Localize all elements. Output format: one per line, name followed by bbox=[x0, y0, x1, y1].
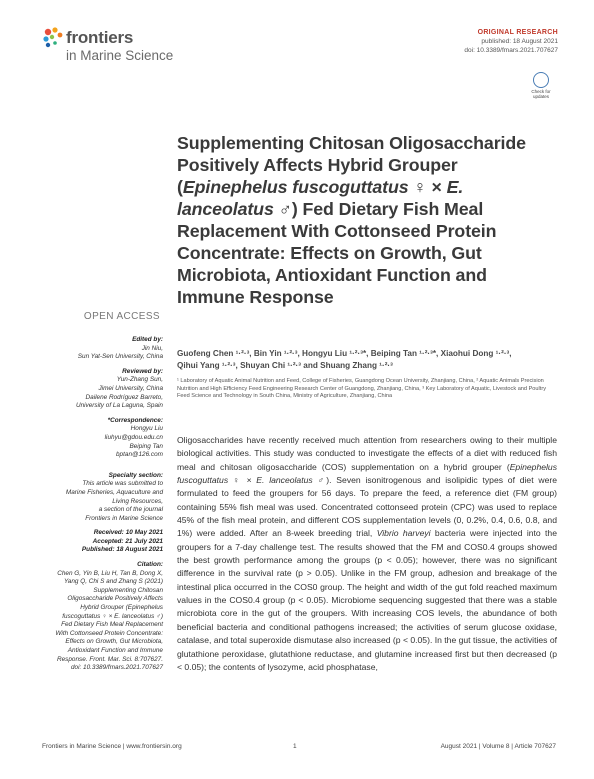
corresponding-email[interactable]: bptan@126.com bbox=[116, 451, 163, 459]
correspondence-list bbox=[36, 425, 163, 459]
accepted-date: Accepted: 21 July 2021 bbox=[92, 537, 163, 545]
open-access-label: OPEN ACCESS bbox=[83, 311, 160, 322]
article-title bbox=[177, 132, 557, 308]
reviewed-by-heading: Reviewed by: bbox=[122, 367, 163, 375]
citation-heading: Citation: bbox=[137, 561, 163, 569]
published-date-sidebar: Published: 18 August 2021 bbox=[81, 546, 163, 554]
journal-subtitle: in Marine Science bbox=[66, 48, 174, 63]
editor-name: Jin Niu, bbox=[141, 344, 163, 352]
citation-line: Response. Front. Mar. Sci. 8:707627. bbox=[57, 655, 163, 663]
title-sym1: ♀ × bbox=[408, 177, 447, 197]
specialty-line: a section of the journal bbox=[98, 506, 163, 514]
specialty-section bbox=[36, 480, 163, 523]
published-date: published: 18 August 2021 bbox=[481, 38, 558, 45]
page-number: 1 bbox=[293, 743, 297, 750]
abstract-part: bacteria were injected into the groupers for a 7-day challenge test. The results showed that the FM and COS0.4 groups showed the best growth performance among the groups (p < 0.05); however, there was no significant difference in the survival rate (p > 0.05). Unlike in the FM group, adhesion and breakage of the intestinal plica occurred in the COS0 group. The height and width of the gut fold reached maximum values in the COS0.4 group (p < 0.05). Microbiome sequencing suggested that there was a stable microbiota core in the gut of the groupers. With increasing COS levels, the abundance of both beneficial bacteria and conditional pathogens increased; the activities of serum glucose oxidase, catalase, and total superoxide dismutase also increased (p < 0.05). In the gut tissue, the activities of glutathione peroxidase, glutathione reductase, and glutamine increased first but then decreased (p < 0.05); the contents of lysozyme, acid phosphatase, bbox=[177, 528, 558, 672]
corresponding-email[interactable]: liuhyu@gdou.edu.cn bbox=[104, 433, 163, 441]
citation-line: fuscoguttatus ♀ × E. lanceolatus ♂) bbox=[62, 612, 163, 620]
specialty-line: Frontiers in Marine Science bbox=[85, 514, 163, 522]
edited-by-heading: Edited by: bbox=[132, 336, 163, 343]
title-sym2: ♂ bbox=[273, 199, 292, 219]
citation-line: With Cottonseed Protein Concentrate: bbox=[55, 629, 163, 637]
frontiers-logo-icon bbox=[42, 26, 64, 48]
citation-text bbox=[36, 570, 163, 673]
citation-line: Hybrid Grouper (Epinephelus bbox=[80, 604, 163, 612]
update-circle-icon bbox=[533, 72, 549, 88]
specialty-heading: Specialty section: bbox=[108, 471, 163, 479]
abstract-text bbox=[177, 434, 557, 674]
affiliations: ¹ Laboratory of Aquatic Animal Nutrition and Feed, College of Fisheries, Guangdong Ocean University, Zhanjiang, China, ² Aquatic Animals Precision Nutrition and High Efficiency Feed Engineering Research Center of Guangdong, Zhanjiang, China, ³ Key Laboratory of Aquatic, Livestock and Poultry Feed Science and Technology in South China, Ministry of Agriculture, Zhanjiang, China bbox=[177, 378, 546, 400]
article-meta bbox=[464, 28, 558, 55]
check-updates-label: Check for updates bbox=[531, 89, 551, 99]
reviewer-name: Yun-Zhang Sun, bbox=[116, 376, 163, 384]
edited-by-list bbox=[36, 345, 163, 362]
specialty-line: Marine Fisheries, Aquaculture and bbox=[65, 488, 163, 496]
author-list bbox=[177, 348, 557, 372]
citation-doi[interactable]: doi: 10.3389/fmars.2021.707627 bbox=[70, 664, 163, 672]
doi-link[interactable]: doi: 10.3389/fmars.2021.707627 bbox=[464, 47, 558, 54]
authors-line: Qihui Yang ¹·²·³, Shuyan Chi ¹·²·³ and Shuang Zhang ¹·²·³ bbox=[177, 361, 393, 370]
abstract-bacteria: Vibrio harveyi bbox=[376, 528, 431, 539]
footer-journal[interactable]: Frontiers in Marine Science | www.frontiersin.org bbox=[42, 743, 182, 750]
title-species1: Epinephelus fuscoguttatus bbox=[182, 177, 409, 197]
title-species2: E. lanceolatus bbox=[177, 177, 464, 219]
editor-affiliation: Sun Yat-Sen University, China bbox=[77, 353, 163, 361]
article-sidebar bbox=[36, 336, 163, 679]
abstract-part: ). Seven isonitrogenous and isolipidic types of diet were formulated to feed the groupers for 56 days. To prepare the feed, a reference diet (FM group) containing 55% fish meal was used. Concentrated cottonseed protein (CPC) was used to replace 45% of the fish meal protein, and different COS supplementation levels (0, 0.2%, 0.4, 0.6, 0.8, and 1%) were added. After an 8-week breeding trial, bbox=[177, 475, 558, 539]
reviewer-affiliation: Jimei University, China bbox=[98, 384, 163, 392]
reviewer-name: Dailene Rodríguez Barreto, bbox=[85, 393, 163, 401]
footer-volume: August 2021 | Volume 8 | Article 707627 bbox=[440, 743, 556, 750]
specialty-line: Living Resources, bbox=[112, 497, 163, 505]
citation-line: Chen G, Yin B, Liu H, Tan B, Dong X, bbox=[57, 569, 163, 577]
correspondence-heading: *Correspondence: bbox=[107, 416, 163, 424]
citation-line: Oligosaccharide Positively Affects bbox=[67, 595, 163, 603]
abstract-part: Oligosaccharides have recently received much attention from researchers owing to their multiple biological activities. This study was conducted to investigate the effects of a diet with reduced fish meal and chitosan oligosaccharide (COS) supplementation on a hybrid grouper ( bbox=[177, 435, 557, 472]
article-type: ORIGINAL RESEARCH bbox=[477, 29, 558, 36]
corresponding-author: Hongyu Liu bbox=[130, 425, 163, 433]
authors-line: Guofeng Chen ¹·²·³, Bin Yin ¹·²·³, Hongyu Liu ¹·²·³*, Beiping Tan ¹·²·³*, Xiaohui Dong ¹·²·³, bbox=[177, 349, 512, 358]
citation-line: Effects on Growth, Gut Microbiota, bbox=[65, 638, 163, 646]
title-part2: ) Fed Dietary Fish Meal Replacement With Cottonseed Protein Concentrate: Effects on Growth, Gut Microbiota, Antioxidant Function and Immune Response bbox=[177, 199, 497, 307]
reviewer-affiliation: University of La Laguna, Spain bbox=[75, 402, 163, 410]
citation-line: Supplementing Chitosan bbox=[93, 586, 163, 594]
citation-line: Fed Dietary Fish Meal Replacement bbox=[61, 621, 163, 629]
specialty-line: This article was submitted to bbox=[82, 480, 163, 488]
title-part1: Supplementing Chitosan Oligosaccharide Positively Affects Hybrid Grouper ( bbox=[177, 133, 526, 197]
citation-line: Yang Q, Chi S and Zhang S (2021) bbox=[64, 578, 163, 586]
reviewers-list bbox=[36, 376, 163, 410]
check-for-updates-badge[interactable] bbox=[528, 72, 554, 98]
abstract-species: Epinephelus fuscoguttatus ♀ × E. lanceolatus ♂ bbox=[177, 461, 557, 486]
received-date: Received: 10 May 2021 bbox=[93, 529, 163, 537]
journal-logo[interactable] bbox=[42, 26, 242, 66]
brand-name: frontiers bbox=[66, 28, 134, 47]
corresponding-author: Beiping Tan bbox=[129, 442, 163, 450]
citation-line: Antioxidant Function and Immune bbox=[67, 647, 163, 654]
